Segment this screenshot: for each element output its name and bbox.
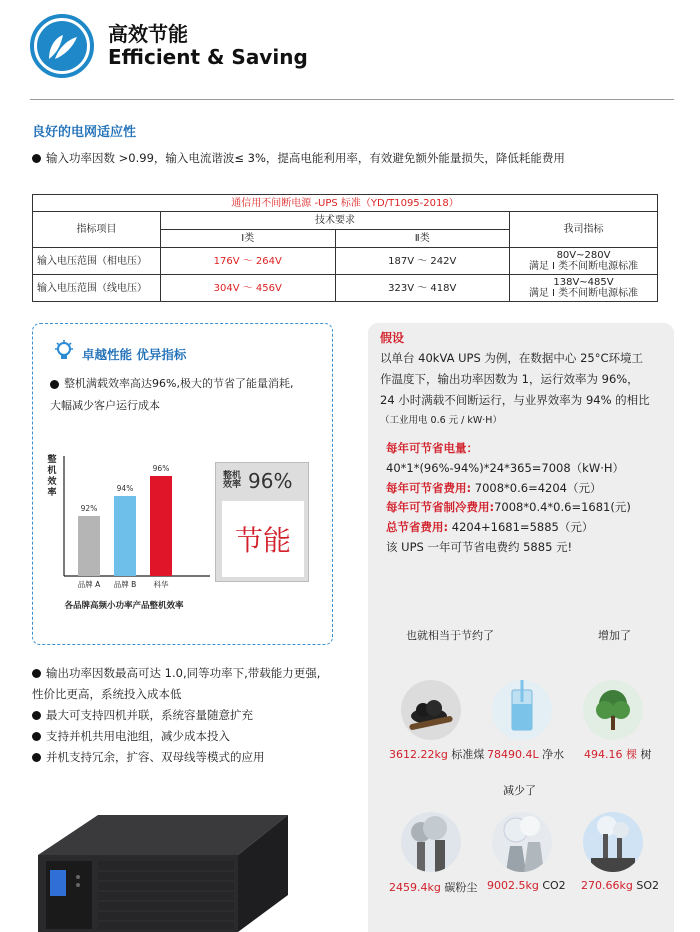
- table-row: [33, 248, 658, 275]
- so2-label: SO2: [632, 879, 659, 892]
- header-divider: [30, 99, 674, 100]
- feature-bullet: [32, 665, 320, 681]
- so2-caption: [581, 879, 659, 892]
- category-label: 品牌 A: [77, 580, 101, 589]
- category-label: 科华: [153, 580, 169, 589]
- calc-row: [386, 440, 478, 456]
- feature-bullet: [32, 707, 253, 723]
- y-axis-label: 机: [47, 466, 57, 476]
- feature-bullet-continuation: 性价比更高，系统投入成本低: [32, 687, 182, 701]
- coal-value: 3612.22kg: [389, 748, 448, 761]
- co2-label: CO2: [538, 879, 566, 892]
- table-caption: 通信用不间断电源 -UPS 标准（YD/T1095-2018）: [33, 195, 658, 212]
- water-value: 78490.4L: [487, 748, 539, 761]
- water-image: [492, 680, 552, 740]
- table-row: [33, 275, 658, 302]
- dust-label: 碳粉尘: [440, 881, 478, 894]
- co2-image: [492, 812, 552, 872]
- table-cell-line: 满足 I 类不间断电源标准: [528, 261, 639, 272]
- bullet-dot: [32, 154, 41, 163]
- tree-image: [583, 680, 643, 740]
- cooling-tower-icon: [492, 812, 552, 872]
- calc-formula: 7008*0.6=4204（元）: [471, 481, 602, 495]
- assumption-line: 以单台 40kVA UPS 为例，在数据中心 25°C环境工: [380, 351, 643, 365]
- calc-formula: 7008*0.4*0.6=1681(元): [494, 500, 631, 514]
- table-header-tech: 技术要求: [161, 212, 510, 230]
- category-label: 品牌 B: [113, 580, 137, 589]
- section-title-grid: 良好的电网适应性: [32, 125, 137, 140]
- table-header-ours: 我司指标: [510, 212, 658, 248]
- smokestack-icon: [401, 812, 461, 872]
- reduced-heading: 减少了: [503, 784, 536, 797]
- coal-label: 标准煤: [447, 748, 485, 761]
- dust-caption: [389, 879, 477, 895]
- lightbulb-icon: [52, 339, 76, 363]
- grid-bullet: [32, 150, 565, 166]
- assumption-line: （工业用电 0.6 元 / kW·H）: [380, 415, 502, 426]
- performance-title: 卓越性能 优异指标: [82, 347, 187, 362]
- bar-value-label: 92%: [80, 504, 98, 513]
- co2-value: 9002.5kg: [487, 879, 539, 892]
- assumption-line: 作温度下，输出功率因数为 1，运行效率为 96%，: [380, 372, 639, 386]
- calc-label: 每年可节省制冷费用:: [386, 500, 495, 514]
- calc-row: [386, 480, 601, 496]
- dust-value: 2459.4kg: [389, 881, 441, 894]
- coal-image: [401, 680, 461, 740]
- standard-table: [32, 194, 658, 302]
- feature-bullet: [32, 749, 265, 765]
- bar: [78, 516, 100, 576]
- feature-bullet: [32, 728, 230, 744]
- so2-image: [583, 812, 643, 872]
- factory-icon: [583, 812, 643, 872]
- logo: [30, 14, 94, 78]
- table-header-item: 指标项目: [33, 212, 161, 248]
- table-cell-line: 满足 I 类不间断电源标准: [528, 288, 639, 299]
- efficiency-chart: [38, 448, 210, 618]
- coal-caption: [389, 746, 484, 762]
- coal-icon: [401, 680, 461, 740]
- performance-text-line2: 大幅减少客户运行成本: [50, 399, 160, 412]
- increased-heading: 增加了: [598, 629, 631, 642]
- calc-formula: 4204+1681=5885（元）: [448, 520, 594, 534]
- tree-value: 494.16 棵: [584, 748, 637, 761]
- calc-label: 每年可节省电量：: [386, 441, 478, 455]
- table-cell: 176V ～ 264V: [161, 248, 336, 275]
- co2-caption: [487, 879, 566, 892]
- calc-row: [386, 499, 631, 515]
- assumption-line: 24 小时满载不间断运行，与业界效率为 94% 的相比: [380, 393, 650, 407]
- dust-image: [401, 812, 461, 872]
- y-axis-label: 率: [47, 488, 57, 498]
- page-title-cn: 高效节能: [108, 22, 188, 46]
- tree-label: 树: [637, 748, 652, 761]
- page-title-en: Efficient & Saving: [108, 45, 308, 69]
- bar: [114, 496, 136, 576]
- tree-icon: [583, 680, 643, 740]
- calc-label: 每年可节省费用:: [386, 481, 472, 495]
- table-cell: 输入电压范围（相电压）: [33, 248, 161, 275]
- chart-title: 各品牌高频小功率产品整机效率: [64, 601, 184, 611]
- feature-bullet-text: 最大可支持四机并联，系统容量随意扩充: [46, 708, 253, 722]
- calc-row: 40*1*(96%-94%)*24*365=7008（kW·H）: [386, 461, 625, 475]
- bar-value-label: 94%: [116, 484, 134, 493]
- performance-text-line1: 整机满载效率高达96%,极大的节省了能量消耗,: [64, 377, 294, 390]
- table-cell-line: 80V~280V: [556, 250, 611, 261]
- bullet-dot: [32, 753, 41, 762]
- assumption-title: 假设: [380, 331, 405, 345]
- tree-caption: [584, 746, 652, 762]
- performance-text: [50, 375, 293, 391]
- table-cell: 输入电压范围（线电压）: [33, 275, 161, 302]
- table-header-class1: Ⅰ类: [161, 230, 336, 248]
- badge-label: [223, 472, 241, 490]
- table-cell-line: 138V~485V: [553, 277, 614, 288]
- calc-row: 该 UPS 一年可节省电费约 5885 元!: [386, 540, 573, 554]
- feature-bullet-text: 并机支持冗余，扩容、双母线等模式的应用: [46, 750, 265, 764]
- ups-product-image: [38, 815, 288, 932]
- grid-bullet-text: 输入功率因数 >0.99，输入电流谐波≤ 3%，提高电能利用率，有效避免额外能量损失，降低耗能费用: [46, 151, 565, 165]
- so2-value: 270.66kg: [581, 879, 633, 892]
- badge-value: 96%: [248, 469, 293, 493]
- badge-label-line: 整机: [223, 471, 242, 481]
- water-glass-icon: [492, 680, 552, 740]
- calc-label: 总节省费用:: [386, 520, 449, 534]
- bar: [150, 476, 172, 576]
- leaf-icon: [45, 31, 79, 61]
- table-cell: 323V ～ 418V: [335, 275, 510, 302]
- efficiency-badge: [215, 462, 309, 582]
- badge-word: 节能: [222, 501, 304, 577]
- table-cell: 304V ～ 456V: [161, 275, 336, 302]
- feature-bullet-text: 输出功率因数最高可达 1.0,同等功率下,带载能力更强,: [46, 666, 321, 680]
- feature-bullet-text: 支持并机共用电池组，减少成本投入: [46, 729, 230, 743]
- table-cell: [510, 275, 658, 302]
- table-cell: [510, 248, 658, 275]
- bullet-dot: [32, 732, 41, 741]
- bullet-dot: [50, 380, 59, 389]
- water-caption: [487, 746, 564, 762]
- table-header-class2: Ⅱ类: [335, 230, 510, 248]
- table-cell: 187V ～ 242V: [335, 248, 510, 275]
- bullet-dot: [32, 711, 41, 720]
- water-label: 净水: [538, 748, 565, 761]
- saved-heading: 也就相当于节约了: [406, 629, 494, 642]
- y-axis-label: 效: [47, 477, 57, 487]
- bar-value-label: 96%: [152, 464, 170, 473]
- calc-row: [386, 519, 593, 535]
- badge-label-line: 效率: [223, 480, 242, 490]
- y-axis-label: 整: [47, 455, 57, 465]
- bullet-dot: [32, 669, 41, 678]
